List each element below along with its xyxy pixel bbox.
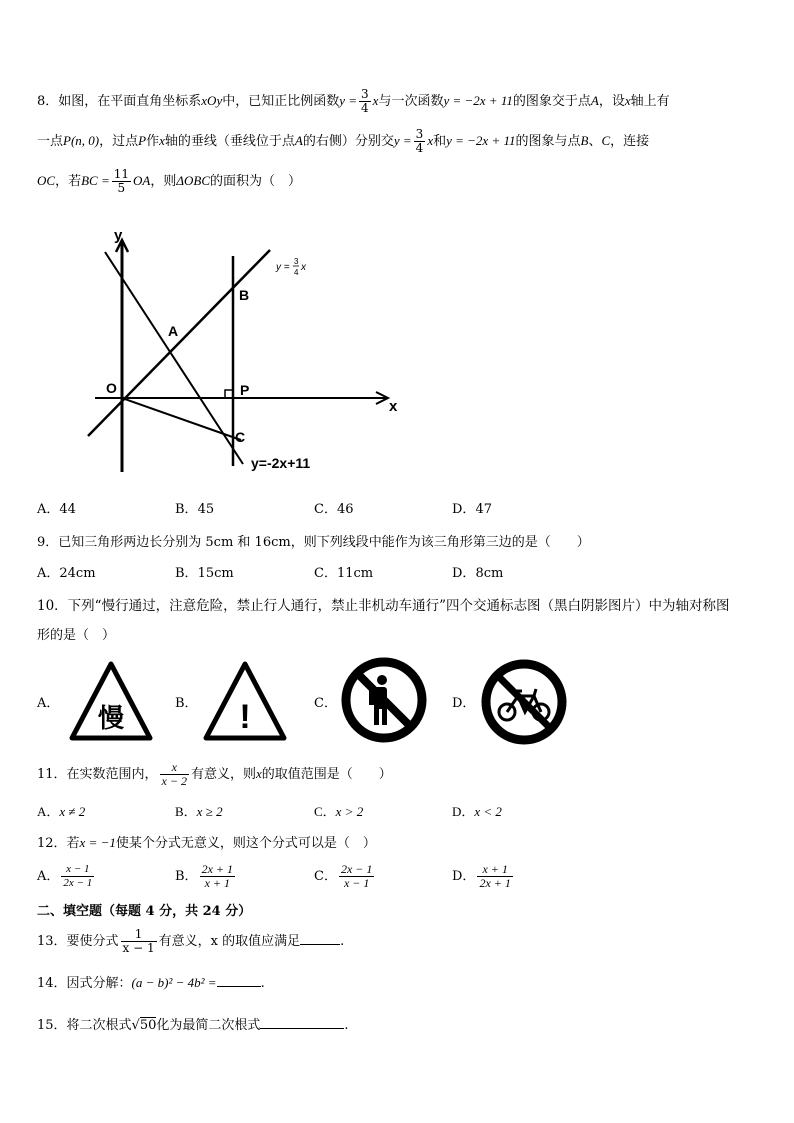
q8-line3: OC，若BC = $\frac{11}{5}$ OA，则ΔOBC的面积为（ ）	[37, 167, 302, 195]
q12-stem: 12．若x = −1使某个分式无意义，则这个分式可以是（ ）	[37, 835, 376, 851]
y-axis-label: y	[114, 227, 123, 244]
origin-label: O	[106, 380, 117, 396]
line2-label: y=-2x+11	[251, 455, 311, 471]
q13-answer-blank[interactable]	[300, 930, 340, 945]
q14-answer-blank[interactable]	[217, 972, 261, 987]
q10-option-a-letter[interactable]: A．	[37, 696, 60, 711]
q10-option-b-danger-sign[interactable]	[202, 660, 288, 742]
q11-stem: 11．在实数范围内， $\frac{x}{x - 2}$ 有意义，则x的取值范围是（ ）	[37, 760, 392, 788]
q8-option-a[interactable]: A．44	[37, 502, 76, 517]
q9-option-a[interactable]: A．24cm	[37, 566, 96, 581]
slow-character: 慢	[97, 703, 125, 733]
line-y-3-4-x	[88, 250, 270, 436]
q12-option-c[interactable]: C． $\frac{2x - 1}{x - 1}$	[314, 862, 373, 890]
q10-option-c-no-pedestrian-sign[interactable]	[340, 656, 428, 744]
q8-line2: 一点P(n, 0)，过点P作x轴的垂线（垂线位于点A的右侧）分别交y = $\frac{3}{4}$ x和y = −2x + 11的图象与点B、C，连接	[37, 127, 650, 155]
line1-label-num: 3	[294, 257, 299, 266]
q12-option-a[interactable]: A． $\frac{x - 1}{2x - 1}$	[37, 863, 93, 889]
q11-fraction: $\frac{x}{x - 2}$	[161, 760, 187, 788]
q10-option-a-slow-sign[interactable]	[68, 660, 154, 742]
q9-option-c[interactable]: C．11cm	[314, 566, 374, 581]
q9-option-d[interactable]: D．8cm	[452, 566, 504, 581]
q13-stem: 13．要使分式 $\frac{1}{x - 1}$ 有意义，x 的取值应满足 .	[37, 927, 345, 955]
q10-option-d-no-bicycle-sign[interactable]	[478, 658, 570, 746]
section-2-heading: 二、填空题（每题 4 分，共 24 分）	[37, 904, 252, 919]
segment-oc	[122, 398, 241, 440]
fraction-3-4: $\frac{3}{4}$	[361, 87, 369, 115]
q11-option-d[interactable]: D．x < 2	[452, 804, 502, 819]
line-y-minus-2x-plus-11	[105, 252, 246, 464]
point-c-label: C	[235, 429, 246, 445]
q9-option-b[interactable]: B．15cm	[175, 566, 234, 581]
q10-line2: 形的是（ ）	[37, 628, 116, 643]
q12-option-d[interactable]: D． $\frac{x + 1}{2x + 1}$	[452, 862, 511, 890]
q12-option-b[interactable]: B． $\frac{2x + 1}{x + 1}$	[175, 862, 233, 890]
line1-label-y: y =	[276, 262, 290, 273]
line1-label-den: 4	[294, 268, 299, 277]
q8-line1: 8．如图，在平面直角坐标系xOy中，已知正比例函数y = $\frac{3}{4}$ x与一次函数y = −2x + 11的图象交于点A，设x轴上有	[37, 87, 670, 115]
exclamation-icon: !	[239, 698, 251, 736]
q10-option-d-letter[interactable]: D．	[452, 696, 476, 711]
q8-option-c[interactable]: C．46	[314, 502, 354, 517]
point-p-label: P	[240, 382, 250, 398]
q8-coordinate-figure	[80, 220, 420, 480]
q14-stem: 14．因式分解：(a − b)² − 4b² = .	[37, 972, 265, 991]
q10-option-c-letter[interactable]: C．	[314, 696, 337, 711]
q15-answer-blank[interactable]	[260, 1014, 344, 1029]
q13-fraction: $\frac{1}{x - 1}$	[122, 927, 155, 955]
line1-label-x: x	[301, 262, 306, 273]
q8-option-d[interactable]: D．47	[452, 502, 492, 517]
q9-stem: 9．已知三角形两边长分别为 5cm 和 16cm，则下列线段中能作为该三角形第三边的是（ ）	[37, 535, 590, 550]
q10-line1: 10．下列“慢行通过，注意危险，禁止行人通行，禁止非机动车通行”四个交通标志图（黑白阴影图片）中为轴对称图	[37, 598, 730, 614]
x-axis-label: x	[389, 398, 398, 415]
q11-option-c[interactable]: C．x > 2	[314, 804, 364, 819]
q8-option-b[interactable]: B．45	[175, 502, 215, 517]
point-b-label: B	[239, 287, 250, 303]
q11-option-b[interactable]: B．x ≥ 2	[175, 804, 223, 819]
point-a-label: A	[168, 323, 179, 339]
q15-stem: 15．将二次根式√50化为最简二次根式 .	[37, 1014, 349, 1033]
q10-option-b-letter[interactable]: B．	[175, 696, 198, 711]
square-root: √50	[131, 1018, 157, 1033]
q11-option-a[interactable]: A．x ≠ 2	[37, 804, 86, 819]
